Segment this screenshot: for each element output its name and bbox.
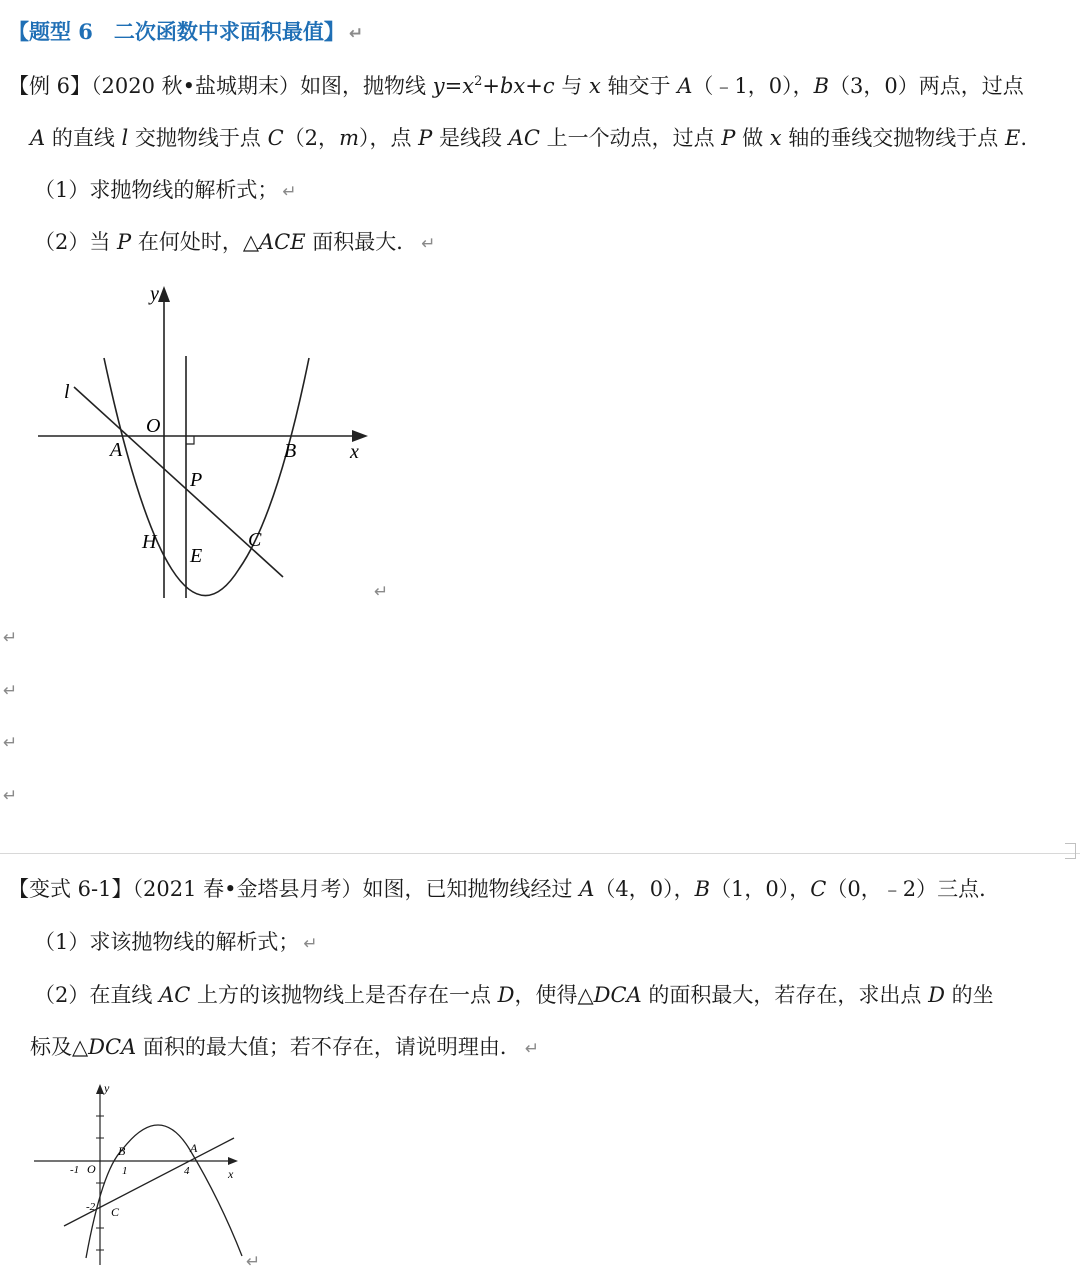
question-text: 面积的最大值；若不存在，请说明理由． [136,1035,521,1059]
coordinate: （﹣1，0）， [692,74,814,98]
coordinate: （4，0）， [594,877,695,901]
coordinate: （1，0）， [710,877,811,901]
eq-var: bx [499,74,526,98]
point-label: C [810,877,827,901]
point-b-label: B [284,440,297,462]
question-text: 在何处时，△ [131,230,260,254]
example6-text: 轴交于 [600,74,678,98]
line-l-label: l [64,381,70,403]
paragraph-mark: ↵ [3,681,18,701]
point-label: A [677,74,693,98]
paragraph-mark: ↵ [348,24,364,44]
eq-var: x [589,74,601,98]
coordinate: （3，0）两点，过点 [829,74,1024,98]
eq-exponent: 2 [474,74,483,89]
eq-var: x [462,74,475,98]
triangle-label: DCA [88,1035,137,1059]
parabola-curve [86,1125,242,1258]
point-a-label: A [110,439,123,461]
paragraph-mark: ↵ [303,934,318,954]
point-h-label: H [142,531,157,553]
variant6-text: 如图，已知抛物线经过 [362,877,580,901]
example6-line2 [30,124,1027,152]
origin-label: O [146,415,161,437]
eq-op: + [525,74,543,98]
coordinate: （0，﹣2）三点． [826,877,1001,901]
point-label: P [721,126,736,150]
segment-label: AC [508,126,540,150]
question-text: （1）求该抛物线的解析式； [34,930,300,954]
question-text: （2）在直线 [34,983,160,1007]
paragraph-mark: ↵ [421,234,436,254]
example6-text: 上一个动点，过点 [539,126,722,150]
triangle-label: DCA [593,983,642,1007]
example6-text: 如图，抛物线 [300,74,433,98]
paragraph-mark: ↵ [3,786,18,806]
point-label: P [117,230,132,254]
point-label: B [813,74,830,98]
example6-tag: 【例 6】 [8,74,92,98]
example6-text: 轴的垂线交抛物线于点 [781,126,1005,150]
example6-question2 [34,228,436,258]
question-text: 标及△ [30,1035,89,1059]
paragraph-mark: ↵ [3,733,18,753]
eq-var: y [432,74,445,98]
question-text: （1）求抛物线的解析式； [34,178,279,202]
question-text: 上方的该抛物线上是否存在一点 [190,983,498,1007]
example6-text: . [1020,126,1027,150]
section-heading [8,18,363,48]
tick-label-4: 4 [184,1165,190,1177]
point-p-label: P [190,469,203,491]
variant6-source: （2021 春•金塔县月考） [132,877,363,901]
page-divider [0,853,1080,854]
point-e-label: E [190,545,203,567]
question-text: 面积最大． [305,230,418,254]
variant6-figure [30,1080,280,1270]
point-c-label: C [111,1205,120,1219]
triangle-label: ACE [259,230,306,254]
point-label: D [928,983,945,1007]
section-heading-text: 【题型 6 二次函数中求面积最值】 [8,19,345,44]
example6-question1 [34,176,297,206]
y-axis-arrow [96,1084,104,1094]
question-text: 的坐 [944,983,994,1007]
eq-op: + [482,74,500,98]
y-axis-arrow [158,286,170,302]
variant6-tag: 【变式 6-1】 [8,877,133,901]
point-label: B [694,877,711,901]
eq-var: c [542,74,555,98]
tick-label-neg2: -2 [86,1201,96,1213]
example6-text: 交抛物线于点 [128,126,268,150]
question-text: 的面积最大，若存在，求出点 [641,983,929,1007]
example6-text: 是线段 [432,126,509,150]
point-label: A [30,126,46,150]
question-text: ，使得△ [514,983,594,1007]
parabola-curve [104,358,309,596]
point-b-label: B [118,1144,126,1158]
origin-label: O [87,1162,96,1176]
example6-text: （2， [283,126,340,150]
point-a-label: A [190,1141,198,1155]
example6-text: ），点 [358,126,419,150]
right-angle-mark [186,436,194,444]
variant6-line1 [8,875,1000,903]
segment-label: AC [159,983,191,1007]
variant6-question2-line2 [30,1033,539,1063]
eq-op: = [444,74,463,98]
variant6-question2-line1 [34,981,994,1009]
point-c-label: C [248,529,262,551]
example6-text: 做 [735,126,770,150]
y-axis-label: y [150,283,159,305]
variant6-question1 [34,928,318,958]
x-axis-arrow [228,1157,238,1165]
tick-label-1: 1 [122,1165,128,1177]
point-label: C [267,126,284,150]
x-axis-label: x [228,1167,234,1181]
x-axis-label: x [350,441,359,463]
example6-source: （2020 秋•盐城期末） [91,74,301,98]
paragraph-mark: ↵ [3,628,18,648]
paragraph-mark: ↵ [374,582,389,602]
tick-label-neg1: -1 [70,1164,80,1176]
line-label: l [121,126,129,150]
eq-var: x [769,126,782,150]
paragraph-mark: ↵ [282,182,297,202]
eq-var: m [339,126,359,150]
point-label: D [497,983,515,1007]
y-axis-label: y [104,1081,110,1095]
example6-text: 的直线 [45,126,122,150]
example6-text: 与 [554,74,589,98]
example6-figure [30,280,400,610]
paragraph-mark: ↵ [524,1039,540,1059]
point-label: A [579,877,595,901]
point-label: P [418,126,433,150]
question-text: （2）当 [34,230,118,254]
page-corner-mark [1065,843,1076,859]
example6-line1 [8,72,1024,100]
paragraph-mark: ↵ [246,1252,261,1272]
point-label: E [1004,126,1021,150]
